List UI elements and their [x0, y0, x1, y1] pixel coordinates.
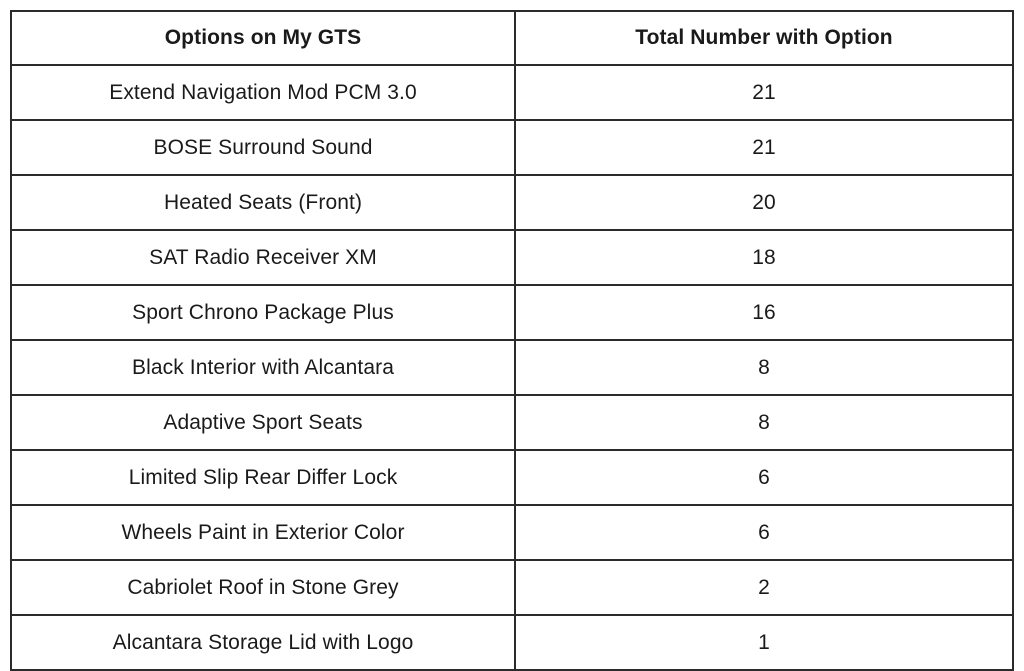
cell-count: 18 [515, 230, 1013, 285]
cell-count: 8 [515, 395, 1013, 450]
table-row [11, 175, 1013, 230]
table-body [11, 65, 1013, 670]
cell-option: Limited Slip Rear Differ Lock [11, 450, 515, 505]
cell-count: 20 [515, 175, 1013, 230]
table-row [11, 120, 1013, 175]
table-row [11, 285, 1013, 340]
column-header-count: Total Number with Option [515, 11, 1013, 65]
table-row [11, 65, 1013, 120]
cell-option: Alcantara Storage Lid with Logo [11, 615, 515, 670]
cell-option: Wheels Paint in Exterior Color [11, 505, 515, 560]
table-row [11, 505, 1013, 560]
table-row [11, 340, 1013, 395]
cell-count: 21 [515, 65, 1013, 120]
cell-count: 16 [515, 285, 1013, 340]
table-row [11, 560, 1013, 615]
options-table [10, 10, 1014, 671]
table-header-row [11, 11, 1013, 65]
cell-count: 6 [515, 505, 1013, 560]
column-header-option: Options on My GTS [11, 11, 515, 65]
cell-count: 21 [515, 120, 1013, 175]
cell-count: 1 [515, 615, 1013, 670]
cell-count: 6 [515, 450, 1013, 505]
cell-option: Extend Navigation Mod PCM 3.0 [11, 65, 515, 120]
table-row [11, 230, 1013, 285]
cell-option: Heated Seats (Front) [11, 175, 515, 230]
cell-option: SAT Radio Receiver XM [11, 230, 515, 285]
cell-option: Black Interior with Alcantara [11, 340, 515, 395]
table-header [11, 11, 1013, 65]
cell-option: Sport Chrono Package Plus [11, 285, 515, 340]
cell-option: Cabriolet Roof in Stone Grey [11, 560, 515, 615]
cell-count: 8 [515, 340, 1013, 395]
table-row [11, 395, 1013, 450]
cell-option: Adaptive Sport Seats [11, 395, 515, 450]
cell-option: BOSE Surround Sound [11, 120, 515, 175]
table-row [11, 450, 1013, 505]
cell-count: 2 [515, 560, 1013, 615]
